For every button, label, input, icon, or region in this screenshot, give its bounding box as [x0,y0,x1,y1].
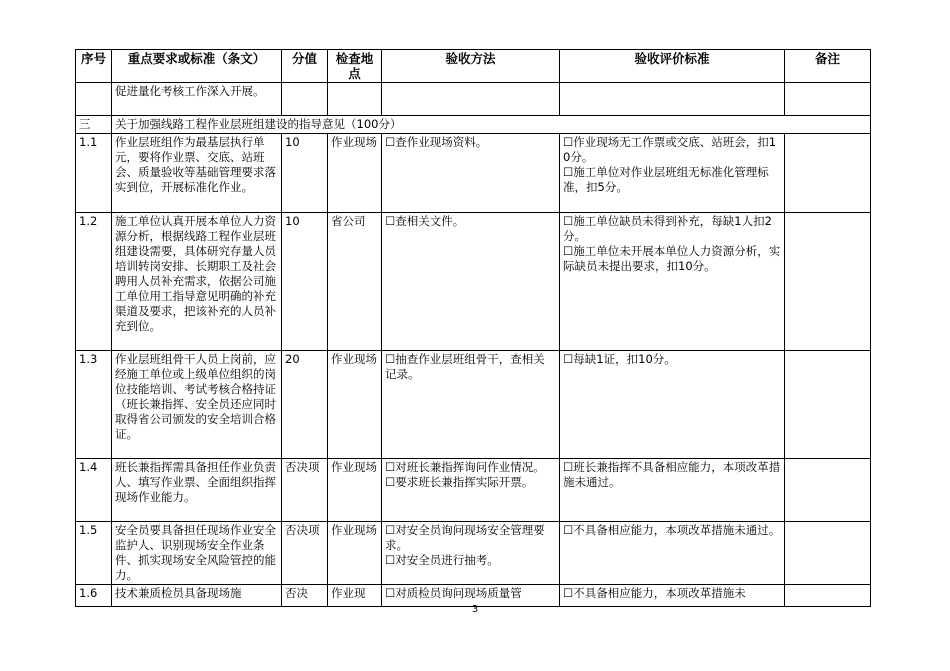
cell [282,83,328,116]
cell-criteria: ☐不具备相应能力，本项改革措施未 [560,585,785,607]
cell-criteria: ☐不具备相应能力，本项改革措施未通过。 [560,522,785,585]
cell [76,83,112,116]
table-body [76,134,871,607]
header-criteria: 验收评价标准 [560,50,785,83]
cell-requirement: 安全员要具备担任现场作业安全监护人、识别现场安全作业条件、抓实现场安全风险管控的能力。 [112,522,282,585]
cell-location: 作业现场 [328,459,382,522]
cell-no: 1.3 [76,351,112,459]
cell-remark [785,134,871,213]
cell-requirement: 技术兼质检员具备现场施 [112,585,282,607]
section-no: 三 [76,116,112,134]
cell [328,83,382,116]
cell-location: 作业现场 [328,522,382,585]
cell-criteria: ☐作业现场无工作票或交底、站班会，扣10分。 ☐施工单位对作业层班组无标准化管理标准，扣5分。 [560,134,785,213]
cell-remark [785,351,871,459]
cell-criteria: ☐班长兼指挥不具备相应能力，本项改革措施未通过。 [560,459,785,522]
header-score: 分值 [282,50,328,83]
cell-requirement: 班长兼指挥需具备担任作业负责人、填写作业票、全面组织指挥现场作业能力。 [112,459,282,522]
cell-requirement: 促进量化考核工作深入开展。 [112,83,282,116]
cell [382,83,560,116]
table-row [76,134,871,213]
cell-criteria: ☐施工单位缺员未得到补充，每缺1人扣2分。 ☐施工单位未开展本单位人力资源分析，实际缺员未提出要求，扣10分。 [560,213,785,351]
cell-location: 作业现场 [328,351,382,459]
cell-method: ☐对班长兼指挥询问作业情况。 ☐要求班长兼指挥实际开票。 [382,459,560,522]
cell-method: ☐对安全员询问现场安全管理要求。 ☐对安全员进行抽考。 [382,522,560,585]
cell-score: 否决 [282,585,328,607]
header-location: 检查地点 [328,50,382,83]
cell-location: 作业现 [328,585,382,607]
cell [560,83,785,116]
cell-remark [785,522,871,585]
header-no: 序号 [76,50,112,83]
header-method: 验收方法 [382,50,560,83]
cell-no: 1.1 [76,134,112,213]
acceptance-table [75,49,871,607]
cell-location: 省公司 [328,213,382,351]
table-header-row [76,50,871,83]
cell-score: 否决项 [282,459,328,522]
page-number: 3 [471,604,479,615]
table-row [76,459,871,522]
section-title: 关于加强线路工程作业层班组建设的指导意见（100分） [112,116,871,134]
cell-location: 作业现场 [328,134,382,213]
cell-method: ☐查作业现场资料。 [382,134,560,213]
cell-criteria: ☐每缺1证，扣10分。 [560,351,785,459]
cell-no: 1.2 [76,213,112,351]
cell-score: 否决项 [282,522,328,585]
cell-method: ☐抽查作业层班组骨干，查相关记录。 [382,351,560,459]
table-row [76,213,871,351]
cell-no: 1.6 [76,585,112,607]
cell-score: 20 [282,351,328,459]
cell-no: 1.4 [76,459,112,522]
cell-remark [785,213,871,351]
section-row [76,116,871,134]
continued-row [76,83,871,116]
header-requirement: 重点要求或标准（条文） [112,50,282,83]
cell [785,83,871,116]
cell-requirement: 作业层班组骨干人员上岗前，应经施工单位或上级单位组织的岗位技能培训、考试考核合格持证（班长兼指挥、安全员还应同时取得省公司颁发的安全培训合格证。 [112,351,282,459]
cell-remark [785,459,871,522]
cell-score: 10 [282,213,328,351]
cell-method: ☐查相关文件。 [382,213,560,351]
table-row [76,351,871,459]
cell-method: ☐对质检员询问现场质量管 [382,585,560,607]
table-row [76,522,871,585]
cell-requirement: 作业层班组作为最基层执行单元，要将作业票、交底、站班会、质量验收等基础管理要求落实到位，开展标准化作业。 [112,134,282,213]
cell-no: 1.5 [76,522,112,585]
cell-requirement: 施工单位认真开展本单位人力资源分析，根据线路工程作业层班组建设需要，具体研究存量人员培训转岗安排、长期职工及社会聘用人员补充需求，依据公司施工单位用工指导意见明确的补充渠道及要求，把该补充的人员补充到位。 [112,213,282,351]
cell-score: 10 [282,134,328,213]
header-remark: 备注 [785,50,871,83]
